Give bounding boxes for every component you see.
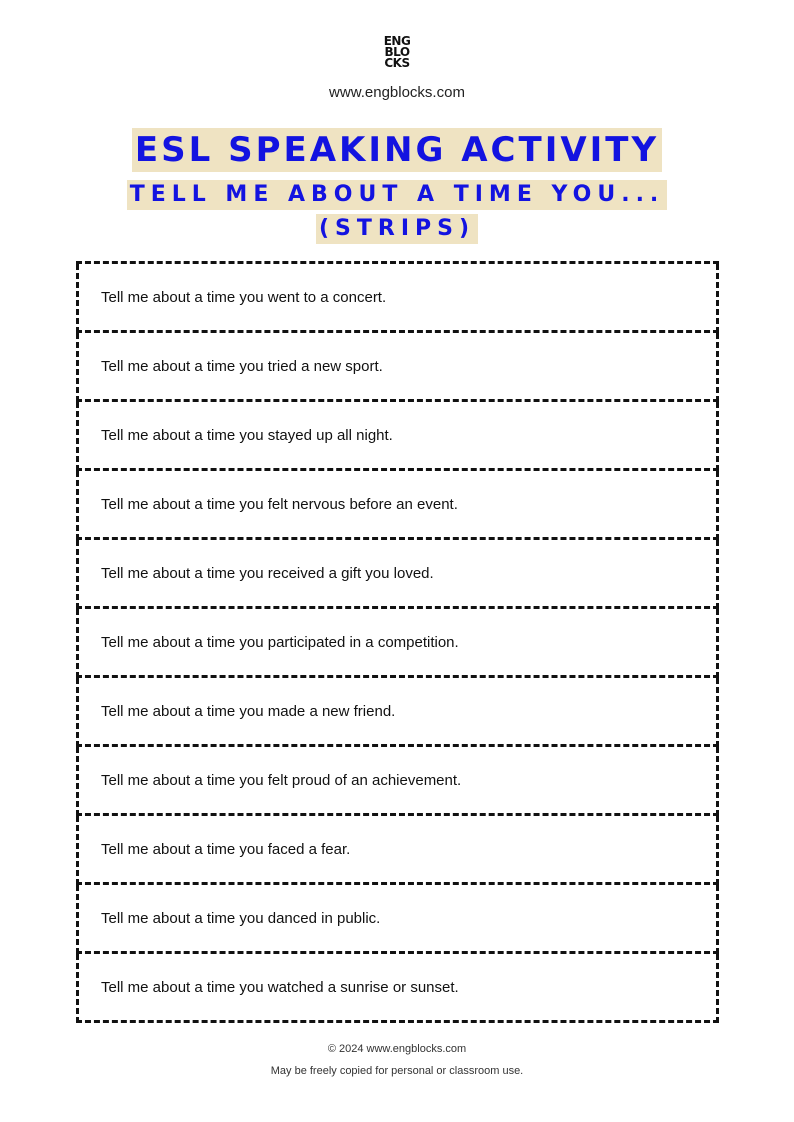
strip-item: Tell me about a time you made a new friend. xyxy=(76,678,719,747)
page-format-label: (STRIPS) xyxy=(316,214,478,244)
strip-item: Tell me about a time you received a gift you loved. xyxy=(76,540,719,609)
engblocks-logo xyxy=(0,36,794,69)
strip-item: Tell me about a time you danced in public. xyxy=(76,885,719,954)
logo-line: ENG xyxy=(383,34,411,48)
footer-copyright: © 2024 www.engblocks.com xyxy=(327,1043,467,1055)
strip-item: Tell me about a time you tried a new sport. xyxy=(76,333,719,402)
site-url: www.engblocks.com xyxy=(329,84,465,101)
title-sub-wrap xyxy=(0,180,794,210)
strip-item: Tell me about a time you stayed up all night. xyxy=(76,402,719,471)
logo-line: BLO xyxy=(384,45,410,59)
footer-license: May be freely copied for personal or classroom use. xyxy=(270,1065,524,1077)
page-subtitle: TELL ME ABOUT A TIME YOU... xyxy=(127,180,668,210)
logo-line: CKS xyxy=(384,56,410,70)
strip-item: Tell me about a time you participated in a competition. xyxy=(76,609,719,678)
strip-item: Tell me about a time you faced a fear. xyxy=(76,816,719,885)
strip-item: Tell me about a time you felt proud of an achievement. xyxy=(76,747,719,816)
strips-list xyxy=(76,261,719,1023)
strip-item: Tell me about a time you went to a concert. xyxy=(76,264,719,333)
strip-item: Tell me about a time you watched a sunrise or sunset. xyxy=(76,954,719,1023)
strip-item: Tell me about a time you felt nervous before an event. xyxy=(76,471,719,540)
title-format-wrap xyxy=(0,214,794,244)
page-title: ESL SPEAKING ACTIVITY xyxy=(132,128,662,172)
title-main-wrap xyxy=(0,128,794,172)
